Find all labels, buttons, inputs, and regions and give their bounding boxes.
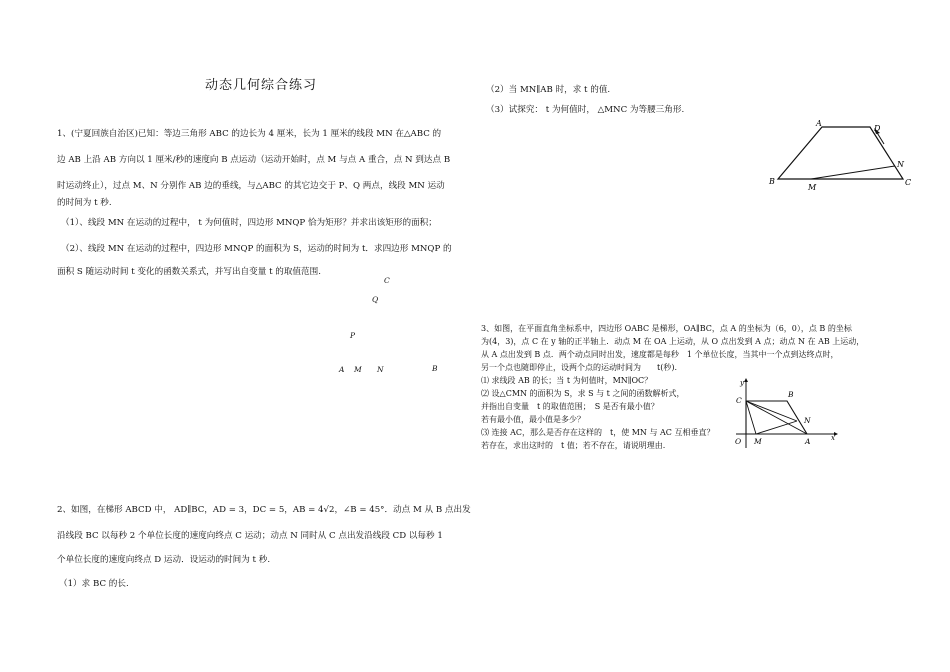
point-label-m: M [354,365,362,374]
point-label-c: C [905,178,912,187]
problem-3-line: 从 A 点出发到 B 点．两个动点同时出发，速度都是每秒 1 个单位长度，当其中一个点到达终点时， [481,350,839,359]
point-label-a: A [805,437,811,446]
segment-ca [746,401,807,434]
problem-3-line: 3、如图，在平面直角坐标系中，四边形 OABC 是梯形，OA∥BC，点 A 的坐标为（6，0），点 B 的坐标 [481,324,852,333]
point-label-b: B [432,364,438,373]
point-label-d: D [874,124,881,133]
problem-3-question-3: ⑶ 连接 AC，那么是否存在这样的 t，使 MN 与 AC 互相垂直？ [481,428,715,437]
point-label-n: N [897,160,904,169]
problem-1-line: 时运动终止），过点 M、N 分别作 AB 边的垂线，与△ABC 的其它边交于 P、Q 两点，线段 MN 运动 [57,181,445,191]
problem-1-question-2: （2）、线段 MN 在运动的过程中，四边形 MNQP 的面积为 S，运动的时间为 t．求四边形 MNQP 的 [61,244,452,254]
problem-3-question-1: ⑴ 求线段 AB 的长；当 t 为何值时，MN∥OC？ [481,376,653,385]
point-label-p: P [350,331,356,340]
page-title: 动态几何综合练习 [205,78,318,93]
problem-3-line: 若有最小值，最小值是多少？ [481,415,585,424]
segment-mn [811,166,895,179]
axis-label-x: x [831,434,835,442]
point-label-m: M [808,183,817,192]
problem-3-line: 若存在，求出这时的 t 值；若不存在，请说明理由. [481,441,666,450]
problem-1-line: 的时间为 t 秒. [57,198,112,208]
problem-2-question-3: （3）试探究： t 为何值时， △MNC 为等腰三角形. [486,105,685,115]
point-label-b: B [769,177,775,186]
point-label-c: C [736,396,742,405]
problem-2-question-1: （1）求 BC 的长. [59,579,129,589]
axis-label-y: y [740,379,744,387]
point-label-a: A [816,119,822,128]
trapezoid-abcd [778,127,903,179]
problem-2-line: 个单位长度的速度向终点 D 运动．设运动的时间为 t 秒. [57,555,271,565]
point-label-q: Q [372,295,379,304]
point-label-n: N [377,365,384,374]
segment-mn [756,421,797,434]
problem-3-line: 并指出自变量 t 的取值范围； S 是否有最小值？ [481,402,659,411]
problem-3-line: 另一个点也随即停止，设两个点的运动时间为 t(秒). [481,363,677,372]
problem-2-question-2: （2）当 MN∥AB 时，求 t 的值. [486,85,611,95]
point-label-a: A [339,365,345,374]
problem-1-line: 面积 S 随运动时间 t 变化的函数关系式，并写出自变量 t 的取值范围. [57,267,321,277]
point-label-c: C [384,276,390,285]
problem-2-line: 沿线段 BC 以每秒 2 个单位长度的速度向终点 C 运动；动点 N 同时从 C 点出发沿线段 CD 以每秒 1 [57,531,443,541]
point-label-b: B [788,390,794,399]
problem-3-line: 为(4，3)，点 C 在 y 轴的正半轴上．动点 M 在 OA 上运动，从 O 点出发到 A 点；动点 N 在 AB 上运动， [481,337,865,346]
problem-1-question-1: （1）、线段 MN 在运动的过程中， t 为何值时，四边形 MNQP 恰为矩形？并求出该矩形的面积； [61,218,437,228]
coordinate-figure [730,376,840,454]
trapezoid-figure [760,118,920,196]
problem-1-line: 1、(宁夏回族自治区)已知：等边三角形 ABC 的边长为 4 厘米，长为 1 厘米的线段 MN 在△ABC 的 [57,129,442,139]
point-label-o: O [735,437,742,446]
point-label-m: M [754,437,762,446]
problem-1-line: 边 AB 上沿 AB 方向以 1 厘米/秒的速度向 B 点运动（运动开始时，点 M 与点 A 重合，点 N 到达点 B [57,155,451,165]
point-label-n: N [804,416,811,425]
problem-2-line: 2、如图，在梯形 ABCD 中， AD∥BC，AD = 3，DC = 5，AB = 4√2，∠B = 45°．动点 M 从 B 点出发 [57,505,471,515]
problem-3-question-2: ⑵ 设△CMN 的面积为 S，求 S 与 t 之间的函数解析式， [481,389,685,398]
y-axis-arrow [744,378,748,382]
